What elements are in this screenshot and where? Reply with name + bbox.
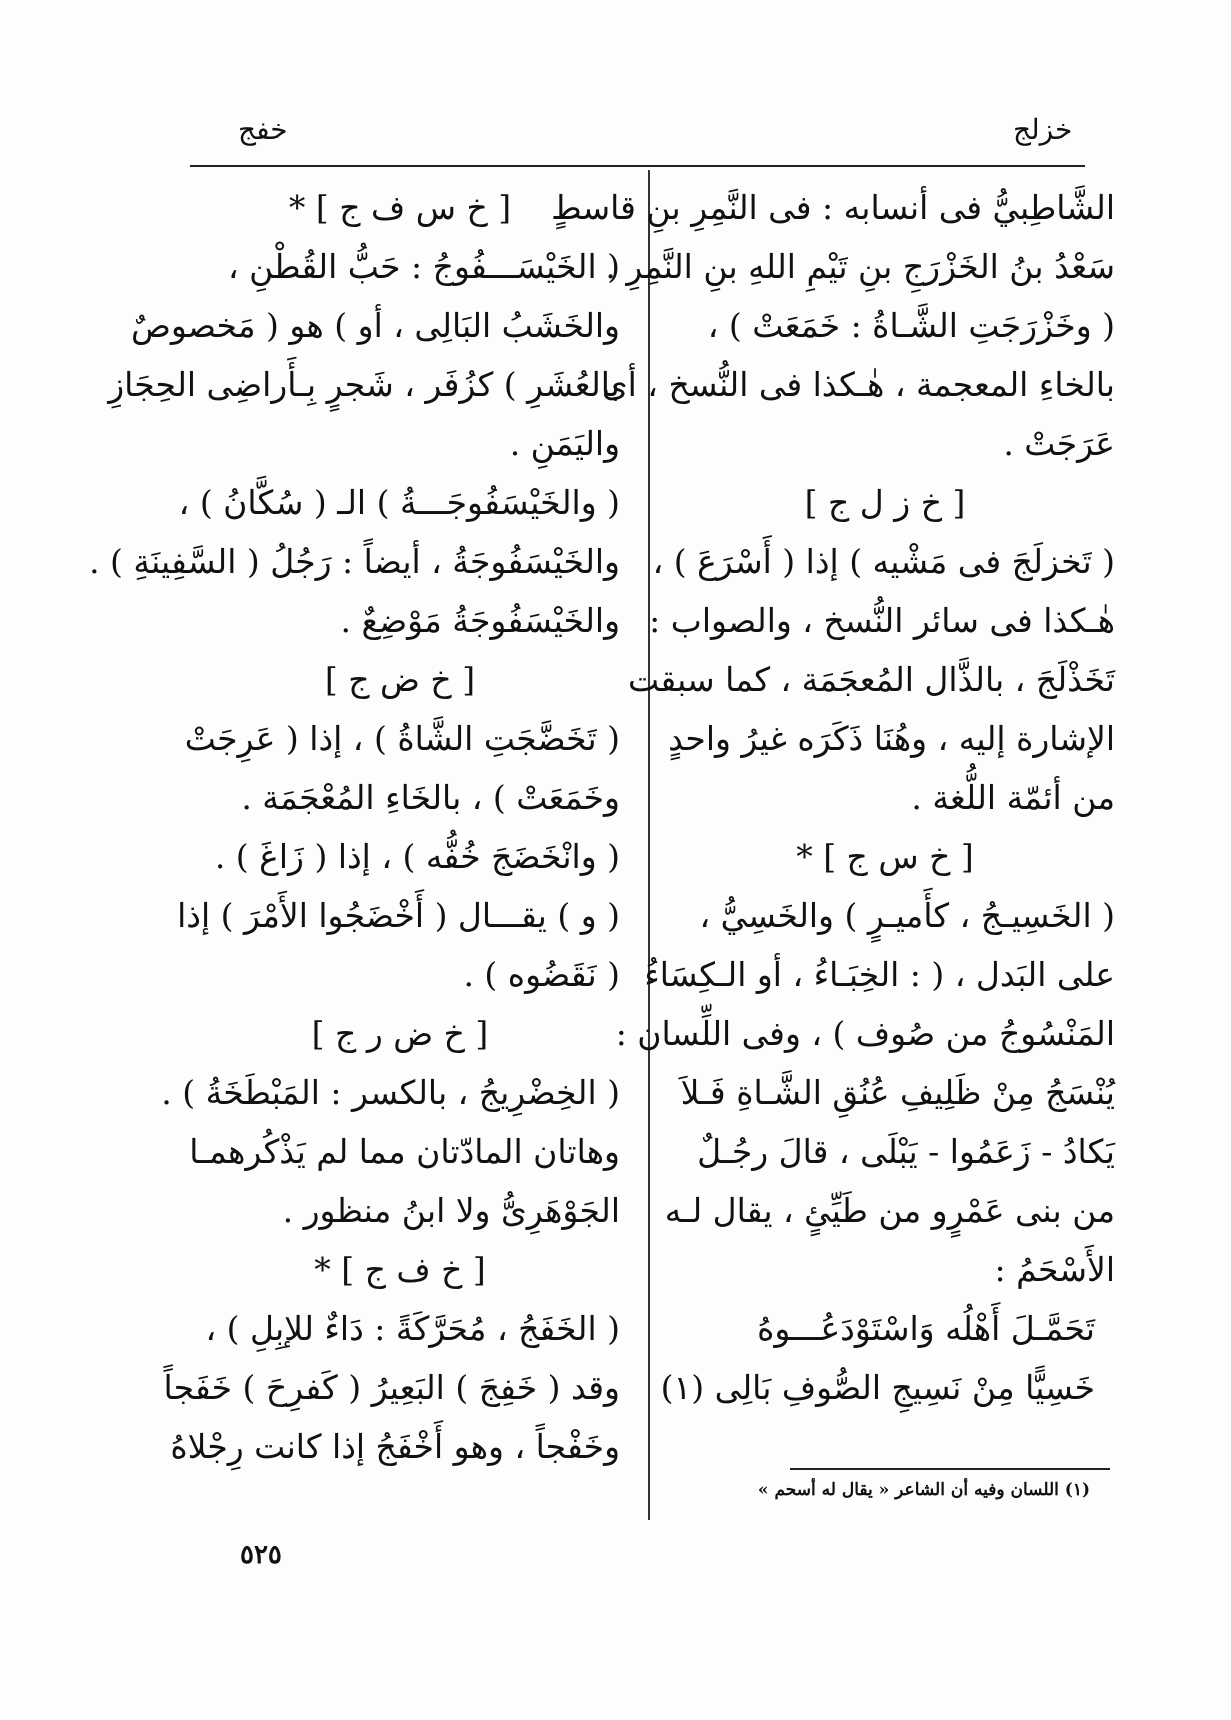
text-line: يَكادُ - زَعَمُوا - يَبْلَى ، قالَ رجُـلٌ xyxy=(697,1132,1115,1171)
text-line: على البَدل ، ( : الخِبَـاءُ ، أو الـكِسَاءُ xyxy=(644,955,1115,994)
text-line: ( تَخزلَجَ فى مَشْيه ) إذا ( أَسْرَعَ ) ، xyxy=(652,542,1115,581)
text-line: وهاتان المادّتان مما لم يَذْكُرهمـا xyxy=(189,1132,620,1171)
text-line: من أئمّة اللُّغة . xyxy=(911,778,1115,817)
text-line: ( و ) يقـــال ( أَخْضَجُوا الأَمْرَ ) إذا xyxy=(177,896,620,935)
text-line: ( والخَيْسَفُوجَـــةُ ) الـ ( سُكَّانُ ) ، xyxy=(178,483,620,522)
poem-line: تَحَمَّـلَ أَهْلُه وَاسْتَوْدَعُـــوهُ xyxy=(757,1309,1095,1348)
text-line: من بنى عَمْرٍو من طَيِّئٍ ، يقال لـه xyxy=(664,1191,1115,1230)
text-line: ( وانْخَضَجَ خُفُّه ) ، إذا ( زَاغَ ) . xyxy=(214,837,620,876)
entry-heading: [ خ ض ر ج ] xyxy=(311,1014,489,1053)
entry-heading: [ خ ز ل ج ] xyxy=(804,483,966,522)
page-number: ٥٢٥ xyxy=(240,1540,282,1570)
text-line: الشَّاطِبيُّ فى أنسابه : فى النَّمِرِ بنِ قاسطٍ xyxy=(551,188,1115,227)
poem xyxy=(655,1299,1115,1417)
text-line: هٰـكذا فى سائر النُّسخ ، والصواب : xyxy=(649,601,1115,640)
entry-heading: [ خ ف ج ] * xyxy=(314,1250,486,1289)
text-line: عَرَجَتْ . xyxy=(1003,424,1115,463)
text-line: تَخَذْلَجَ ، بالذَّال المُعجَمَة ، كما سبقت xyxy=(627,660,1115,699)
text-line: ( تَخَضَّجَتِ الشَّاةُ ) ، إذا ( عَرِجَتْ xyxy=(184,719,620,758)
entry-heading: [ خ س ف ج ] * xyxy=(288,188,512,227)
text-line: ( الخِضْرِيجُ ، بالكسر : المَبْطَخَةُ ) . xyxy=(161,1073,620,1112)
text-line: وخَمَعَتْ ) ، بالخَاءِ المُعْجَمَة . xyxy=(241,778,620,817)
footnote: (١) اللسان وفيه أن الشاعر « يقال له أسحم » xyxy=(757,1480,1090,1500)
text-line: ( وخَزْرَجَتِ الشَّـاةُ : خَمَعَتْ ) ، xyxy=(707,306,1115,345)
header-rule xyxy=(190,165,1085,167)
footnote-rule xyxy=(790,1468,1110,1470)
text-line: والخَشَبُ البَالِى ، أو ) هو ( مَخصوصٌ xyxy=(130,306,620,345)
text-line: ( نَقَضُوه ) . xyxy=(463,955,620,994)
text-line: ( الخَفَجُ ، مُحَرَّكَةً : دَاءٌ للإبِلِ ) ، xyxy=(205,1309,620,1348)
text-line: الجَوْهَرِىُّ ولا ابنُ منظور . xyxy=(282,1191,620,1230)
text-line: بالخاءِ المعجمة ، هٰـكذا فى النُّسخ ، أى xyxy=(601,365,1115,404)
text-line: ( الخَيْسَـــفُوجُ : حَبُّ القُطْنِ ، xyxy=(228,247,620,286)
text-line: الأَسْحَمُ : xyxy=(994,1250,1115,1289)
entry-heading: [ خ س ج ] * xyxy=(796,837,974,876)
text-line: ( الخَسِيـجُ ، كأَميـرٍ ) والخَسِيُّ ، xyxy=(699,896,1115,935)
text-line: والخَيْسَفُوجَةُ مَوْضِعٌ . xyxy=(340,601,620,640)
text-line: واليَمَنِ . xyxy=(509,424,620,463)
text-line: وخَفْجاً ، وهو أَخْفَجُ إذا كانت رِجْلاهُ xyxy=(170,1427,620,1466)
running-header-left: خفج xyxy=(238,113,288,146)
text-line: بالعُشَرِ ) كزُفَر ، شَجرٍ بِـأَراضِى الحِجَازِ xyxy=(108,365,620,404)
entry-heading: [ خ ض ج ] xyxy=(324,660,476,699)
text-line: سَعْدُ بنُ الخَزْرَجِ بنِ تَيْمِ اللهِ بنِ النَّمِرِ . xyxy=(605,247,1115,286)
text-line: الإشارة إليه ، وهُنَا ذَكَرَه غيرُ واحدٍ xyxy=(668,719,1115,758)
text-line: وقد ( خَفِجَ ) البَعِيرُ ( كَفرِحَ ) خَفَجاً xyxy=(163,1368,620,1407)
text-line: يُنْسَجُ مِنْ ظَلِيفِ عُنُقِ الشَّـاةِ فَـلاَ xyxy=(680,1073,1115,1112)
left-column xyxy=(89,178,620,1476)
poem-line: خَسِيًّا مِنْ نَسِيجِ الصُّوفِ بَالِى (١) xyxy=(660,1368,1095,1407)
text-line: المَنْسُوجُ من صُوف ) ، وفى اللِّسان : xyxy=(615,1014,1115,1053)
text-line: والخَيْسَفُوجَةُ ، أيضاً : رَجُلُ ( السَّفِينَةِ ) . xyxy=(89,542,620,581)
running-header-right: خزلج xyxy=(1013,113,1073,146)
